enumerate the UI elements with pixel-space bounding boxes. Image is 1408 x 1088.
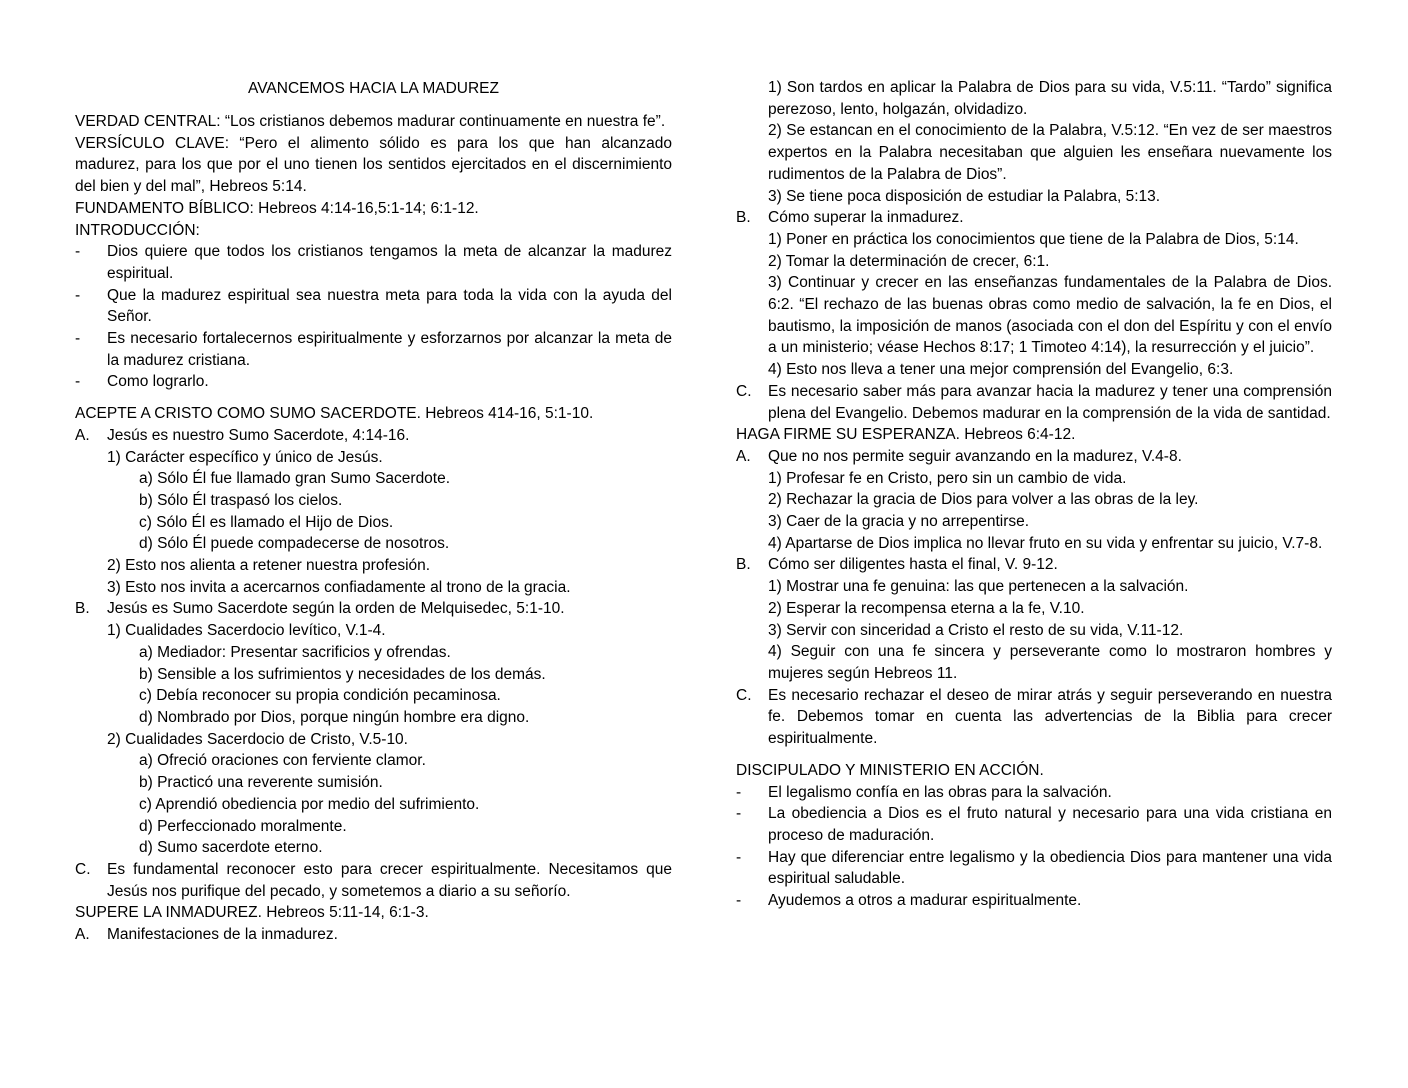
section2-point-b xyxy=(736,207,1332,229)
action-bullet xyxy=(736,890,1332,912)
action-bullet xyxy=(736,782,1332,804)
bullet-text: Hay que diferenciar entre legalismo y la obediencia Dios para mantener una vida espiritual saludable. xyxy=(768,848,1332,888)
point-letter: C. xyxy=(736,382,752,400)
section4-heading: DISCIPULADO Y MINISTERIO EN ACCIÓN. xyxy=(736,761,1044,779)
subpoint: 2) Esperar la recompensa eterna a la fe, V.10. xyxy=(768,599,1085,617)
subpoint: 4) Apartarse de Dios implica no llevar fruto en su vida y enfrentar su juicio, V.7-8. xyxy=(768,534,1323,552)
section1-point-a xyxy=(75,425,672,447)
point-letter: C. xyxy=(75,860,91,878)
sub-subpoint: b) Sólo Él traspasó los cielos. xyxy=(139,491,343,509)
intro-bullet xyxy=(75,285,672,328)
sub-subpoint: b) Practicó una reverente sumisión. xyxy=(139,774,383,792)
bullet-text: Que la madurez espiritual sea nuestra meta para toda la vida con la ayuda del Señor. xyxy=(107,286,672,326)
section3-point-a xyxy=(736,446,1332,468)
point-text: Manifestaciones de la inmadurez. xyxy=(107,926,338,944)
subpoint: 3) Se tiene poca disposición de estudiar la Palabra, 5:13. xyxy=(768,187,1161,205)
fundamento-biblico: FUNDAMENTO BÍBLICO: Hebreos 4:14-16,5:1-14; 6:1-12. xyxy=(75,199,479,217)
section1-heading: ACEPTE A CRISTO COMO SUMO SACERDOTE. Hebreos 414-16, 5:1-10. xyxy=(75,405,594,423)
subpoint: 1) Poner en práctica los conocimientos que tiene de la Palabra de Dios, 5:14. xyxy=(768,230,1299,248)
left-column-body xyxy=(75,111,672,946)
sub-subpoint: d) Sólo Él puede compadecerse de nosotros. xyxy=(139,535,450,553)
point-text: Jesús es Sumo Sacerdote según la orden de Melquisedec, 5:1-10. xyxy=(107,600,565,618)
subpoint: 3) Servir con sinceridad a Cristo el resto de su vida, V.11-12. xyxy=(768,621,1184,639)
spacer xyxy=(75,393,672,403)
intro-bullet xyxy=(75,328,672,371)
subpoint: 2) Esto nos alienta a retener nuestra profesión. xyxy=(107,557,431,575)
point-letter: C. xyxy=(736,686,752,704)
bullet-mark: - xyxy=(736,783,742,801)
bullet-mark: - xyxy=(75,286,81,304)
subpoint: 1) Mostrar una fe genuina: las que pertenecen a la salvación. xyxy=(768,578,1189,596)
section3-point-b xyxy=(736,554,1332,576)
point-text: Cómo superar la inmadurez. xyxy=(768,209,964,227)
point-text: Es necesario rechazar el deseo de mirar atrás y seguir perseverando en nuestra fe. Debemos tomar en cuenta las advertencias de la Biblia para crecer espiritualmente. xyxy=(768,686,1332,748)
bullet-mark: - xyxy=(75,373,81,391)
sub-subpoint: a) Ofreció oraciones con ferviente clamor. xyxy=(139,752,426,770)
subpoint: 2) Cualidades Sacerdocio de Cristo, V.5-10. xyxy=(107,730,408,748)
intro-bullet xyxy=(75,371,672,393)
sub-subpoint: d) Sumo sacerdote eterno. xyxy=(139,839,323,857)
point-text: Que no nos permite seguir avanzando en la madurez, V.4-8. xyxy=(768,447,1182,465)
sub-subpoint: c) Aprendió obediencia por medio del sufrimiento. xyxy=(139,795,480,813)
subpoint: 3) Continuar y crecer en las enseñanzas fundamentales de la Palabra de Dios. 6:2. “El rechazo de las buenas obras como medio de salvación, la fe en Dios, el bautismo, la imposición de manos (asociada con el don del Espíritu y con el envío a un ministerio; véase Hechos 8:17; 1 Timoteo 4:14), la resurrección y el juicio”. xyxy=(768,274,1332,357)
sub-subpoint: c) Debía reconocer su propia condición pecaminosa. xyxy=(139,687,501,705)
subpoint: 1) Son tardos en aplicar la Palabra de Dios para su vida, V.5:11. “Tardo” significa perezoso, lento, holgazán, olvidadizo. xyxy=(768,79,1332,118)
sub-subpoint: a) Sólo Él fue llamado gran Sumo Sacerdote. xyxy=(139,470,451,488)
section3-point-c xyxy=(736,685,1332,750)
subpoint: 1) Carácter específico y único de Jesús. xyxy=(107,448,383,466)
section2-point-a xyxy=(75,924,672,946)
sub-subpoint: a) Mediador: Presentar sacrificios y ofrendas. xyxy=(139,643,451,661)
sub-subpoint: b) Sensible a los sufrimientos y necesidades de los demás. xyxy=(139,665,546,683)
section2-heading: SUPERE LA INMADUREZ. Hebreos 5:11-14, 6:1-3. xyxy=(75,904,429,922)
point-letter: B. xyxy=(736,209,751,227)
point-text: Cómo ser diligentes hasta el final, V. 9-12. xyxy=(768,556,1058,574)
bullet-mark: - xyxy=(75,243,81,261)
bullet-text: El legalismo confía en las obras para la salvación. xyxy=(768,783,1112,801)
subpoint: 2) Tomar la determinación de crecer, 6:1. xyxy=(768,252,1050,270)
subpoint: 3) Esto nos invita a acercarnos confiadamente al trono de la gracia. xyxy=(107,578,571,596)
point-letter: A. xyxy=(75,926,90,944)
bullet-text: La obediencia a Dios es el fruto natural y necesario para una vida cristiana en proceso de maduración. xyxy=(768,805,1332,844)
point-letter: A. xyxy=(736,447,751,465)
subpoint: 2) Rechazar la gracia de Dios para volver a las obras de la ley. xyxy=(768,491,1199,509)
subpoint: 4) Esto nos lleva a tener una mejor comprensión del Evangelio, 6:3. xyxy=(768,361,1234,379)
point-text: Jesús es nuestro Sumo Sacerdote, 4:14-16. xyxy=(107,426,410,444)
subpoint: 2) Se estancan en el conocimiento de la Palabra, V.5:12. “En vez de ser maestros expertos en la Palabra necesitaban que alguien les enseñara nuevamente los rudimentos de la Palabra de Dios”. xyxy=(768,122,1332,183)
bullet-mark: - xyxy=(736,848,742,866)
subpoint: 1) Profesar fe en Cristo, pero sin un cambio de vida. xyxy=(768,469,1127,487)
section3-heading: HAGA FIRME SU ESPERANZA. Hebreos 6:4-12. xyxy=(736,426,1076,444)
section2-point-c xyxy=(736,381,1332,424)
sub-subpoint: d) Nombrado por Dios, porque ningún hombre era digno. xyxy=(139,708,530,726)
point-letter: B. xyxy=(75,600,90,618)
bullet-mark: - xyxy=(736,805,742,823)
bullet-text: Es necesario fortalecernos espiritualmente y esforzarnos por alcanzar la meta de la madurez cristiana. xyxy=(107,330,672,369)
sub-subpoint: d) Perfeccionado moralmente. xyxy=(139,817,347,835)
bullet-text: Ayudemos a otros a madurar espiritualmente. xyxy=(768,892,1082,910)
right-column-body xyxy=(736,77,1332,912)
bullet-text: Dios quiere que todos los cristianos tengamos la meta de alcanzar la madurez espiritual. xyxy=(107,243,672,282)
bullet-text: Como lograrlo. xyxy=(107,373,209,391)
action-bullet xyxy=(736,847,1332,890)
verdad-central: VERDAD CENTRAL: “Los cristianos debemos madurar continuamente en nuestra fe”. xyxy=(75,113,666,130)
point-letter: A. xyxy=(75,426,90,444)
point-text: Es necesario saber más para avanzar hacia la madurez y tener una comprensión plena del Evangelio. Debemos madurar en la comprensión de la vida de santidad. xyxy=(768,382,1332,422)
intro-bullet xyxy=(75,241,672,284)
versiculo-clave: VERSÍCULO CLAVE: “Pero el alimento sólido es para los que han alcanzado madurez, para los que por el uno tienen los sentidos ejercitados en el discernimiento del bien y del mal”, Hebreos 5:14. xyxy=(75,134,672,196)
point-letter: B. xyxy=(736,556,751,574)
bullet-mark: - xyxy=(75,330,81,348)
section1-point-c xyxy=(75,859,672,902)
sub-subpoint: c) Sólo Él es llamado el Hijo de Dios. xyxy=(139,513,394,531)
document-title: AVANCEMOS HACIA LA MADUREZ xyxy=(248,80,499,97)
point-text: Es fundamental reconocer esto para crecer espiritualmente. Necesitamos que Jesús nos purifique del pecado, y sometemos a diario a su señorío. xyxy=(107,860,672,900)
subpoint: 3) Caer de la gracia y no arrepentirse. xyxy=(768,513,1030,531)
subpoint: 4) Seguir con una fe sincera y perseverante como lo mostraron hombres y mujeres según Hebreos 11. xyxy=(768,643,1332,682)
section1-point-b xyxy=(75,598,672,620)
introduccion-heading: INTRODUCCIÓN: xyxy=(75,221,200,239)
spacer xyxy=(736,750,1332,760)
action-bullet xyxy=(736,803,1332,846)
bullet-mark: - xyxy=(736,892,742,910)
subpoint: 1) Cualidades Sacerdocio levítico, V.1-4. xyxy=(107,622,386,640)
